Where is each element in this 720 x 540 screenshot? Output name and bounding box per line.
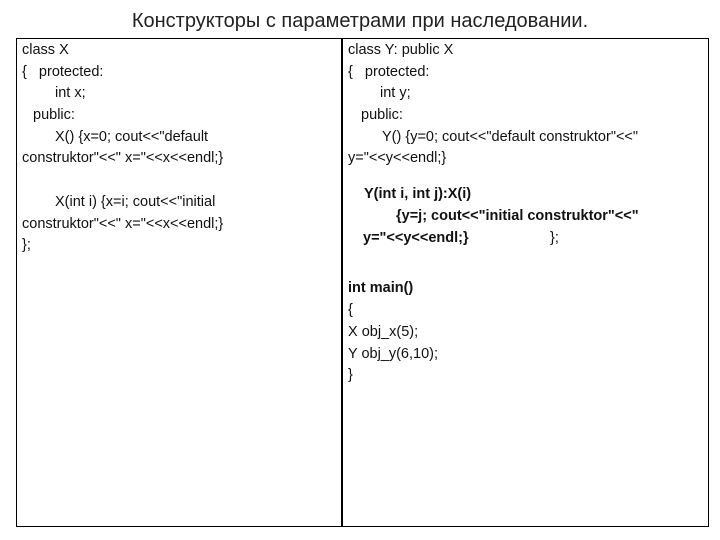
code-line: y="<<y<<endl;} (363, 230, 469, 246)
code-line: int main() (348, 280, 414, 296)
code-line: Y(int i, int j):X(i) (364, 186, 472, 202)
code-line: construktor"<<" x="<<x<<endl;} (22, 216, 224, 232)
code-line: y="<<y<<endl;} (348, 150, 447, 166)
code-line: {y=j; cout<<"initial construktor"<<" (396, 208, 639, 224)
code-line: class Y: public X (348, 42, 454, 58)
code-line: Y() {y=0; cout<<"default construktor"<<" (382, 129, 639, 145)
code-line: int y; (380, 85, 411, 101)
code-line: }; (22, 237, 31, 253)
code-line: { protected: (22, 64, 104, 80)
code-line: public: (361, 107, 403, 123)
code-line: construktor"<<" x="<<x<<endl;} (22, 150, 224, 166)
code-line: { (348, 302, 353, 318)
class-x-code-cell (17, 39, 343, 526)
code-table (16, 38, 709, 527)
code-line: }; (550, 230, 559, 246)
code-line: Y obj_y(6,10); (348, 346, 439, 362)
slide-title: Конструкторы с параметрами при наследовании. (131, 10, 589, 32)
code-line: } (348, 367, 353, 383)
code-line: int x; (55, 85, 86, 101)
code-line: X(int i) {x=i; cout<<"initial (55, 194, 216, 210)
code-line: public: (33, 107, 75, 123)
code-line: X obj_x(5); (348, 324, 419, 340)
class-y-and-main-code-cell (343, 39, 708, 526)
code-line: X() {x=0; cout<<"default (55, 129, 209, 145)
code-line: { protected: (348, 64, 430, 80)
code-line: class X (22, 42, 69, 58)
